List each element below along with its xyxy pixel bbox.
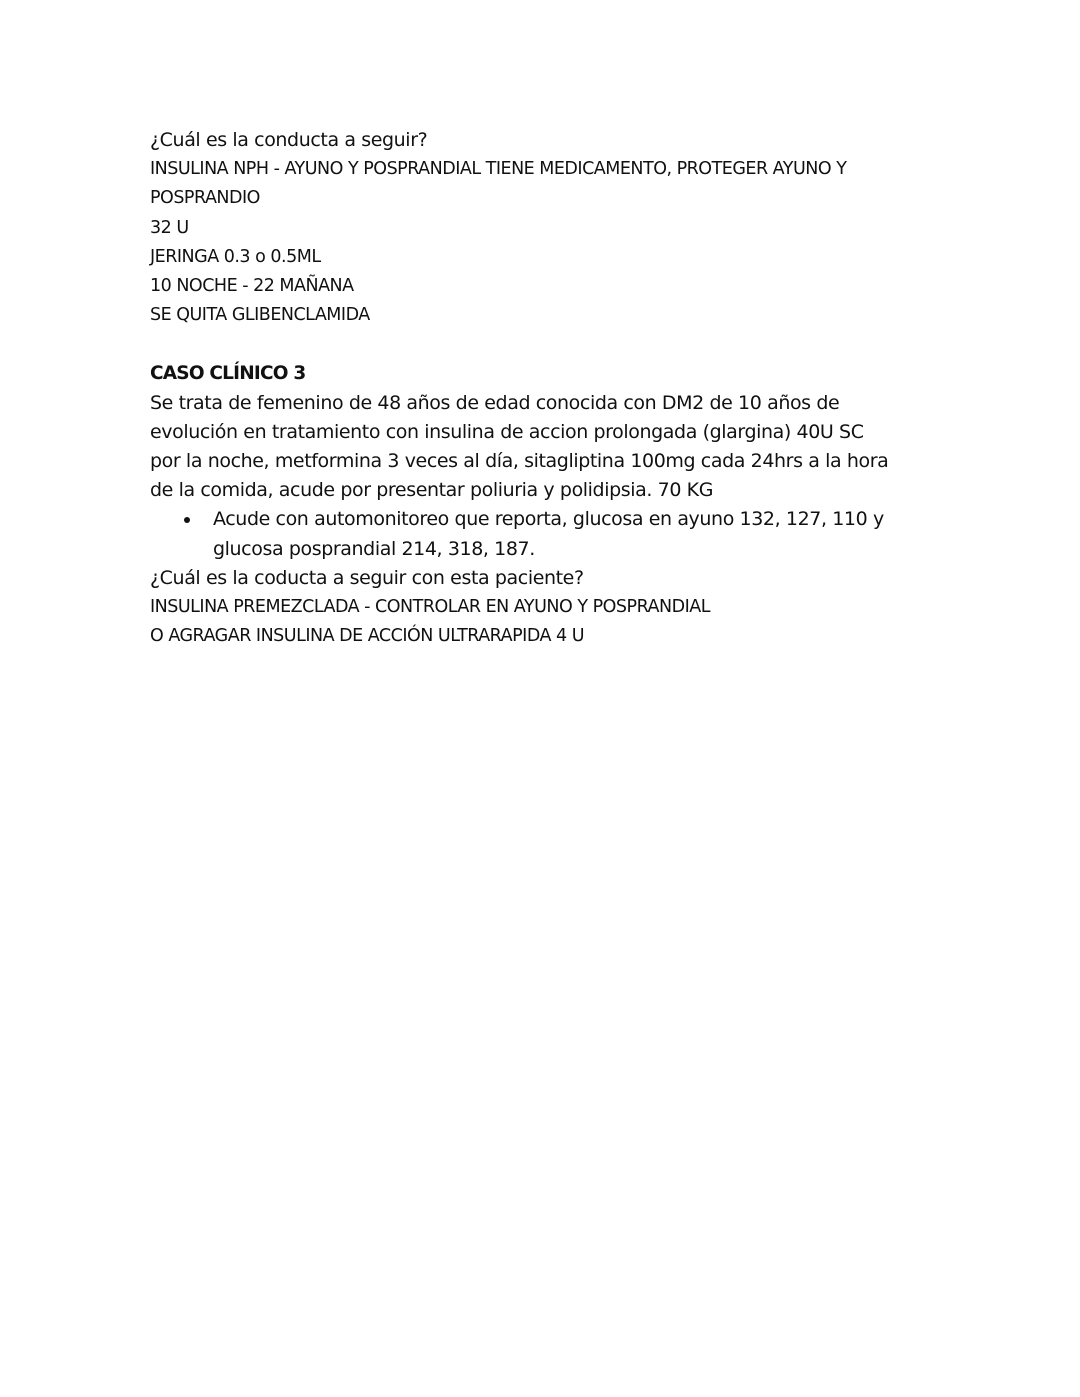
case-3-heading: CASO CLÍNICO 3 [150,363,306,385]
previous-case-answer-line: 32 U [150,217,189,238]
bullet-line: glucosa posprandial 214, 318, 187. [213,537,535,560]
previous-case-question: ¿Cuál es la conducta a seguir? [150,129,428,151]
case-3-bullet-list [150,505,950,563]
previous-case-answer-line: JERINGA 0.3 o 0.5ML [150,246,321,267]
bullet-line: Acude con automonitoreo que reporta, glucosa en ayuno 132, 127, 110 y [213,508,884,531]
case-3-description-line: Se trata de femenino de 48 años de edad conocida con DM2 de 10 años de [150,391,840,414]
case-3-description-line: de la comida, acude por presentar poliuria y polidipsia. 70 KG [150,479,714,502]
case-3-answer-line: O AGRAGAR INSULINA DE ACCIÓN ULTRARAPIDA 4 U [150,626,585,647]
case-3-description-line: por la noche, metformina 3 veces al día, sitagliptina 100mg cada 24hrs a la hora [150,450,889,473]
case-3-answer-line: INSULINA PREMEZCLADA - CONTROLAR EN AYUNO Y POSPRANDIAL [150,597,710,618]
case-3-question: ¿Cuál es la coducta a seguir con esta paciente? [150,566,584,589]
previous-case-answer-line: INSULINA NPH - AYUNO Y POSPRANDIAL TIENE MEDICAMENTO, PROTEGER AYUNO Y [150,159,847,180]
bullet-icon [184,517,190,523]
case-3-bullet-item [150,505,950,563]
case-3-description-line: evolución en tratamiento con insulina de accion prolongada (glargina) 40U SC [150,420,864,443]
document-page [150,126,950,651]
previous-case-answer-line: 10 NOCHE - 22 MAÑANA [150,276,354,297]
previous-case-answer-line: SE QUITA GLIBENCLAMIDA [150,305,370,326]
previous-case-answer-line: POSPRANDIO [150,188,260,209]
paragraph-spacer [150,330,950,359]
